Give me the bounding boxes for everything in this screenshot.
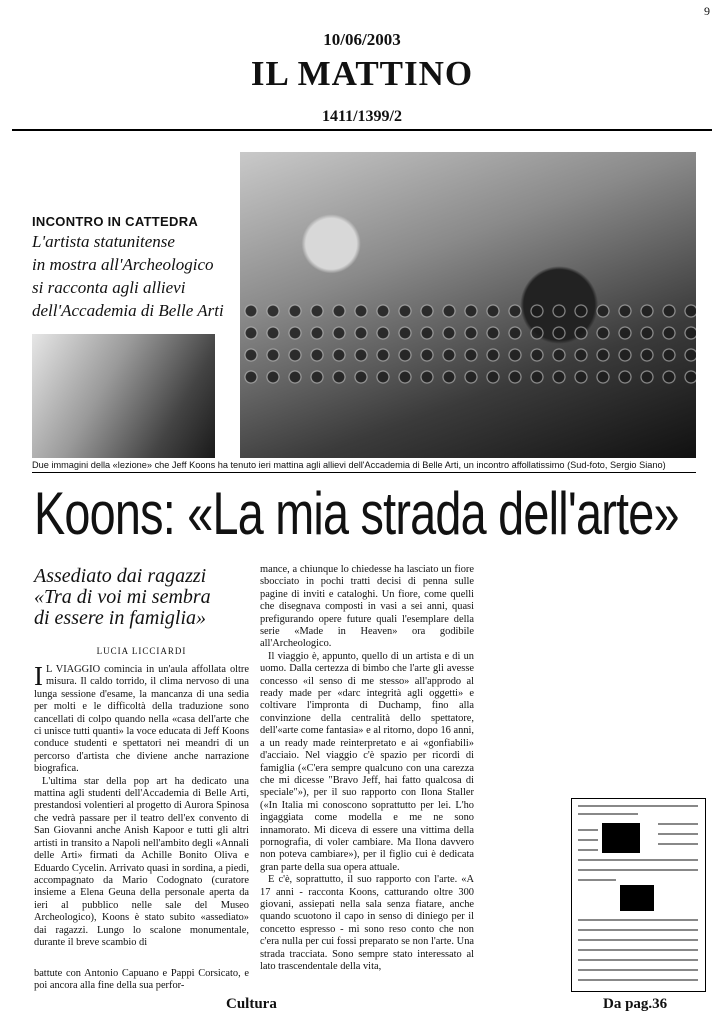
drop-cap: I bbox=[34, 661, 43, 691]
byline: LUCIA LICCIARDI bbox=[96, 646, 187, 656]
page-number: 9 bbox=[704, 4, 710, 18]
photo-caption: Due immagini della «lezione» che Jeff Koons ha tenuto ieri mattina agli allievi dell'Accademia di Belle Arti, un incontro affollatissimo (Sud-foto, Sergio Siano) bbox=[32, 460, 666, 470]
lecture-hall-photo bbox=[240, 152, 696, 458]
teaser-line: dell'Accademia di Belle Arti bbox=[32, 301, 224, 320]
article-column-1 bbox=[34, 661, 249, 949]
article-paragraph: Il viaggio è, appunto, quello di un artista e di un uomo. Dalla certezza di bimbo che l'arte gli avesse concesso «il senso di me stesso» all'approdo al ready made per «darc integrità agli oggetti» e coltivare l'impronta di Duchamp, fino alla convinzione della centralità dello spettatore, dell'«arte come fantasia» e al ritorno, dopo 16 anni, a un ready made reinterpretato e ai «gonfiabili» d'acciaio. Nel viaggio c'è spazio per ricordi di famiglia («C'era sempre qualcuno con una carezza che mi dicesse "Bravo Jeff, hai fatto qualcosa di speciale"»), per il suo rapporto con Ilona Staller («In Italia mi conoscono soprattutto per lei. L'ho ingaggiata come modella e me ne sono innamorato. Mi diceva di essere una vittima della pornografia, di voler cambiare. Ma Ilona davvero non poteva cambiare»), per il figlio cui è dedicata gran parte della sua opera attuale. bbox=[260, 650, 474, 873]
publication-date: 10/06/2003 bbox=[323, 30, 401, 49]
subheadline-line: di essere in famiglia» bbox=[34, 607, 207, 629]
masthead-divider bbox=[12, 129, 712, 131]
students-photo bbox=[32, 334, 215, 458]
feature-teaser bbox=[32, 230, 237, 322]
teaser-line: si racconta agli allievi bbox=[32, 278, 186, 297]
article-paragraph: mance, a chiunque lo chiedesse ha lasciato un fiore sbocciato in pochi tratti decisi di penna sulle pagine di inviti e cataloghi. Un fiore, come quelli che disegnava composti in vasi a sei anni, quasi prefigurando opere future quali l'esemplare della serie «Made in Heaven» ora godibile all'Archeologico. bbox=[260, 564, 474, 650]
clipping-reference: 1411/1399/2 bbox=[321, 108, 402, 125]
subheadline-line: «Tra di voi mi sembra bbox=[34, 586, 211, 608]
subheadline-line: Assediato dai ragazzi bbox=[34, 565, 207, 587]
article-column-1-tail: battute con Antonio Capuano e Pappi Corsicato, e poi ancora alla fine della sua perfor- bbox=[34, 968, 249, 992]
article-paragraph: L'ultima star della pop art ha dedicato una mattina agli studenti dell'Accademia di Belle Arti, prestandosi volentieri al progetto di Aurora Spinosa che vedrà passare per il teatro dell'ex convento di San Giovanni anche Anish Kapoor e tutti gli altri artisti in transito a Napoli nell'ambito degli «Annali delle Arti» firmati da Achille Bonito Oliva e Eduardo Cycelin. Arrivato quasi in sordina, a piedi, accompagnato da Mario Codognato (curatore insieme a Elena Geuna della personale aperta da ieri al pubblico nelle sale del Museo Archeologico), Koons è stato subito «assediato» dai ragazzi. Lungo lo scalone monumentale, durante il breve scambio di bbox=[34, 775, 249, 948]
article-subheadline bbox=[34, 566, 249, 629]
teaser-line: L'artista statunitense bbox=[32, 232, 175, 251]
feature-kicker: INCONTRO IN CATTEDRA bbox=[32, 214, 199, 229]
article-paragraph: E c'è, soprattutto, il suo rapporto con l'arte. «A 17 anni - racconta Koons, catturando oltre 300 giovani, assiepati nella sala senza fiatare, anche quando scuotono il capo in senso di diniego per il concetto espresso - mi sono reso conto che non c'era nulla per cui fossi preparato se non l'arte. Una strada tracciata. Sono sempre stato interessato al lato trascendentale della vita, bbox=[260, 874, 474, 972]
article-paragraph: L VIAGGIO comincia in un'aula affollata oltre misura. Il caldo torrido, il clima nervoso di una lunga sessione d'esame, la mancanza di una sedia per molti e le difficoltà della traduzione sono cancellati di colpo quando nella «casa dell'arte che ci unisce tutti quanti» la voce educata di Jeff Koons conduce studenti e spettatori nei meandri di un percorso d'artista che diviene anche narrazione biografica. bbox=[34, 664, 249, 775]
section-label: Cultura bbox=[226, 996, 277, 1012]
article-headline: Koons: «La mia strada dell'arte» bbox=[34, 480, 679, 547]
caption-divider bbox=[32, 472, 696, 473]
continued-from-label: Da pag.36 bbox=[603, 996, 668, 1012]
page-thumbnail bbox=[571, 798, 706, 992]
newspaper-masthead: IL MATTINO bbox=[250, 54, 474, 93]
teaser-line: in mostra all'Archeologico bbox=[32, 255, 214, 274]
article-column-2 bbox=[260, 564, 474, 996]
